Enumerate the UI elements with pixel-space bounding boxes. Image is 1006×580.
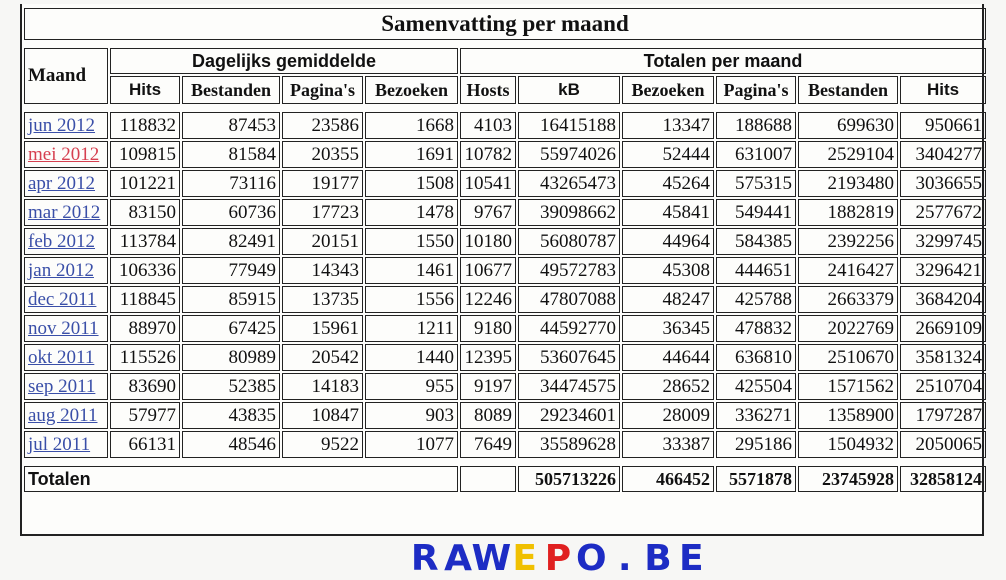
table-cell: 10180 [460, 228, 516, 255]
table-cell: 67425 [182, 315, 280, 342]
table-cell: 35589628 [518, 431, 620, 458]
month-link[interactable]: sep 2011 [28, 375, 96, 397]
table-cell: 23586 [282, 112, 363, 139]
table-cell: 44964 [622, 228, 714, 255]
table-cell: 1882819 [798, 199, 898, 226]
table-cell: 16415188 [518, 112, 620, 139]
header-daily-col: Hits [110, 76, 180, 104]
month-link[interactable]: dec 2011 [28, 288, 97, 310]
totals-hosts-empty [460, 466, 516, 492]
table-cell: 83150 [110, 199, 180, 226]
table-cell: 118845 [110, 286, 180, 313]
table-cell: 43265473 [518, 170, 620, 197]
table-cell: 636810 [716, 344, 796, 371]
table-cell: 1077 [365, 431, 458, 458]
table-cell: 44592770 [518, 315, 620, 342]
table-cell: 1358900 [798, 402, 898, 429]
table-cell: 45841 [622, 199, 714, 226]
logo-letter: B [644, 538, 672, 576]
table-cell: 13347 [622, 112, 714, 139]
table-cell: 44644 [622, 344, 714, 371]
table-cell: 295186 [716, 431, 796, 458]
table-cell: 444651 [716, 257, 796, 284]
table-cell: 3404277 [900, 141, 986, 168]
table-cell: 12246 [460, 286, 516, 313]
month-cell [24, 199, 108, 226]
header-monthly-totals: Totalen per maand [460, 48, 986, 74]
table-row [24, 373, 986, 400]
table-cell: 55974026 [518, 141, 620, 168]
header-total-col: Bezoeken [622, 76, 714, 104]
totals-paginas: 5571878 [716, 466, 796, 492]
table-cell: 1556 [365, 286, 458, 313]
table-cell: 9180 [460, 315, 516, 342]
table-cell: 60736 [182, 199, 280, 226]
table-cell: 28009 [622, 402, 714, 429]
month-link[interactable]: jun 2012 [28, 114, 96, 136]
table-cell: 950661 [900, 112, 986, 139]
month-link[interactable]: jan 2012 [28, 259, 94, 281]
month-link[interactable]: okt 2011 [28, 346, 95, 368]
table-cell: 2669109 [900, 315, 986, 342]
header-daily-col: Bestanden [182, 76, 280, 104]
table-cell: 48546 [182, 431, 280, 458]
table-cell: 10782 [460, 141, 516, 168]
logo-letter: . [617, 538, 632, 576]
table-row [24, 344, 986, 371]
logo-letter: E [512, 538, 537, 576]
table-cell: 66131 [110, 431, 180, 458]
table-cell: 106336 [110, 257, 180, 284]
table-cell: 2510704 [900, 373, 986, 400]
logo-letter: O [575, 538, 607, 576]
totals-row [24, 466, 986, 492]
table-cell: 10847 [282, 402, 363, 429]
month-link[interactable]: feb 2012 [28, 230, 96, 252]
table-cell: 3036655 [900, 170, 986, 197]
header-daily-col: Pagina's [282, 76, 363, 104]
table-cell: 17723 [282, 199, 363, 226]
table-cell: 88970 [110, 315, 180, 342]
table-cell: 118832 [110, 112, 180, 139]
month-link[interactable]: mar 2012 [28, 201, 101, 223]
table-cell: 1504932 [798, 431, 898, 458]
month-cell [24, 170, 108, 197]
table-cell: 955 [365, 373, 458, 400]
month-cell [24, 315, 108, 342]
table-cell: 9197 [460, 373, 516, 400]
table-cell: 87453 [182, 112, 280, 139]
table-cell: 336271 [716, 402, 796, 429]
table-cell: 2022769 [798, 315, 898, 342]
table-cell: 81584 [182, 141, 280, 168]
table-cell: 1797287 [900, 402, 986, 429]
table-cell: 33387 [622, 431, 714, 458]
table-cell: 1211 [365, 315, 458, 342]
table-cell: 425788 [716, 286, 796, 313]
table-cell: 113784 [110, 228, 180, 255]
table-cell: 52385 [182, 373, 280, 400]
month-link[interactable]: apr 2012 [28, 172, 96, 194]
table-cell: 14343 [282, 257, 363, 284]
table-cell: 34474575 [518, 373, 620, 400]
table-cell: 584385 [716, 228, 796, 255]
logo-letter: A [444, 538, 472, 576]
month-cell [24, 373, 108, 400]
table-cell: 478832 [716, 315, 796, 342]
table-row [24, 170, 986, 197]
table-cell: 1440 [365, 344, 458, 371]
table-cell: 53607645 [518, 344, 620, 371]
table-cell: 1668 [365, 112, 458, 139]
table-cell: 80989 [182, 344, 280, 371]
table-cell: 101221 [110, 170, 180, 197]
table-row [24, 431, 986, 458]
totals-label: Totalen [24, 466, 458, 492]
table-cell: 3684204 [900, 286, 986, 313]
table-cell: 549441 [716, 199, 796, 226]
table-cell: 188688 [716, 112, 796, 139]
month-link[interactable]: nov 2011 [28, 317, 99, 339]
table-cell: 49572783 [518, 257, 620, 284]
table-row [24, 199, 986, 226]
logo-letter: P [544, 538, 572, 576]
table-cell: 52444 [622, 141, 714, 168]
table-cell: 82491 [182, 228, 280, 255]
table-cell: 56080787 [518, 228, 620, 255]
table-cell: 45308 [622, 257, 714, 284]
table-cell: 14183 [282, 373, 363, 400]
table-cell: 8089 [460, 402, 516, 429]
totals-hits: 32858124 [900, 466, 986, 492]
table-cell: 2050065 [900, 431, 986, 458]
header-total-col: Bestanden [798, 76, 898, 104]
month-cell [24, 344, 108, 371]
table-cell: 9767 [460, 199, 516, 226]
table-cell: 115526 [110, 344, 180, 371]
table-cell: 575315 [716, 170, 796, 197]
table-cell: 36345 [622, 315, 714, 342]
header-month: Maand [24, 48, 108, 104]
table-cell: 29234601 [518, 402, 620, 429]
table-cell: 19177 [282, 170, 363, 197]
table-cell: 2392256 [798, 228, 898, 255]
table-cell: 1691 [365, 141, 458, 168]
table-row [24, 257, 986, 284]
month-cell [24, 402, 108, 429]
table-cell: 20542 [282, 344, 363, 371]
monthly-summary-table [22, 6, 988, 494]
month-cell [24, 257, 108, 284]
table-cell: 631007 [716, 141, 796, 168]
header-total-col: Hosts [460, 76, 516, 104]
table-cell: 903 [365, 402, 458, 429]
table-cell: 43835 [182, 402, 280, 429]
month-link[interactable]: jul 2011 [28, 433, 91, 455]
header-daily-average: Dagelijks gemiddelde [110, 48, 458, 74]
rawepo-logo [408, 538, 708, 576]
logo-letter: R [410, 538, 439, 576]
logo-letter: E [679, 538, 704, 576]
table-cell: 10541 [460, 170, 516, 197]
table-cell: 7649 [460, 431, 516, 458]
table-cell: 1550 [365, 228, 458, 255]
table-cell: 39098662 [518, 199, 620, 226]
month-cell [24, 141, 108, 168]
month-link[interactable]: aug 2011 [28, 404, 98, 426]
table-cell: 2416427 [798, 257, 898, 284]
table-cell: 425504 [716, 373, 796, 400]
table-cell: 1571562 [798, 373, 898, 400]
table-row [24, 141, 986, 168]
table-cell: 1508 [365, 170, 458, 197]
header-daily-col: Bezoeken [365, 76, 458, 104]
table-cell: 9522 [282, 431, 363, 458]
header-total-col: Hits [900, 76, 986, 104]
header-total-col: Pagina's [716, 76, 796, 104]
table-cell: 57977 [110, 402, 180, 429]
table-cell: 3581324 [900, 344, 986, 371]
table-cell: 2577672 [900, 199, 986, 226]
month-cell [24, 431, 108, 458]
table-cell: 2663379 [798, 286, 898, 313]
totals-kb: 505713226 [518, 466, 620, 492]
table-row [24, 315, 986, 342]
header-total-col: kB [518, 76, 620, 104]
table-cell: 45264 [622, 170, 714, 197]
table-cell: 48247 [622, 286, 714, 313]
table-cell: 83690 [110, 373, 180, 400]
table-cell: 20151 [282, 228, 363, 255]
table-cell: 2529104 [798, 141, 898, 168]
table-cell: 13735 [282, 286, 363, 313]
table-cell: 47807088 [518, 286, 620, 313]
table-cell: 73116 [182, 170, 280, 197]
table-cell: 1461 [365, 257, 458, 284]
table-cell: 15961 [282, 315, 363, 342]
table-row [24, 286, 986, 313]
month-cell [24, 112, 108, 139]
table-cell: 1478 [365, 199, 458, 226]
month-cell [24, 228, 108, 255]
table-cell: 85915 [182, 286, 280, 313]
table-cell: 3296421 [900, 257, 986, 284]
table-cell: 20355 [282, 141, 363, 168]
table-row [24, 112, 986, 139]
month-cell [24, 286, 108, 313]
table-row [24, 228, 986, 255]
table-cell: 699630 [798, 112, 898, 139]
table-cell: 4103 [460, 112, 516, 139]
table-cell: 28652 [622, 373, 714, 400]
totals-bezoeken: 466452 [622, 466, 714, 492]
table-title: Samenvatting per maand [24, 8, 986, 40]
month-link[interactable]: mei 2012 [28, 143, 100, 165]
table-cell: 3299745 [900, 228, 986, 255]
table-cell: 10677 [460, 257, 516, 284]
table-row [24, 402, 986, 429]
table-cell: 2510670 [798, 344, 898, 371]
logo-letter: W [471, 538, 512, 576]
table-cell: 2193480 [798, 170, 898, 197]
table-cell: 77949 [182, 257, 280, 284]
table-cell: 12395 [460, 344, 516, 371]
totals-bestanden: 23745928 [798, 466, 898, 492]
table-cell: 109815 [110, 141, 180, 168]
